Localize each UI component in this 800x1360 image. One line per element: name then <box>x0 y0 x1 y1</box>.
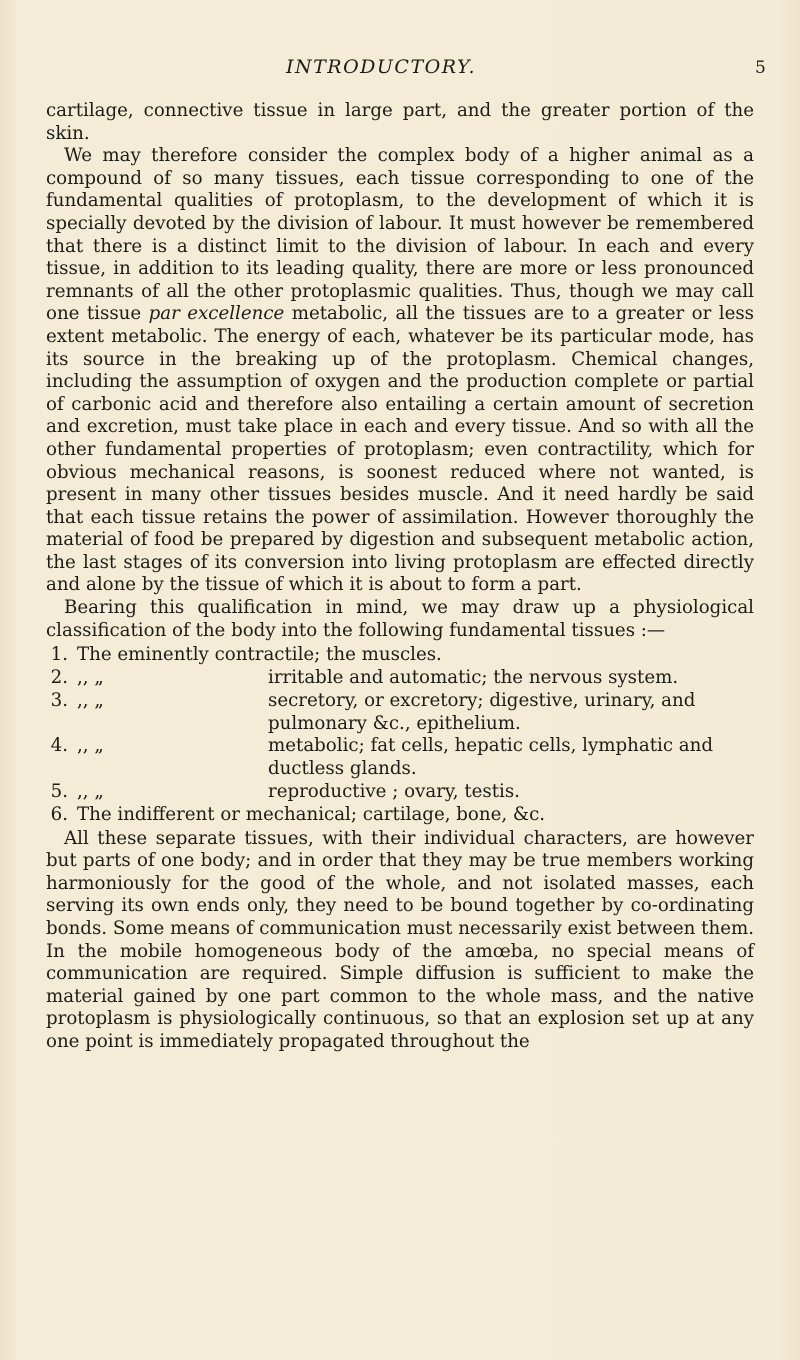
body-text <box>46 100 754 1054</box>
paragraph-classification-intro: Bearing this qualification in mind, we may draw up a physiological classification of the body into the following fundamental tissues :— <box>46 597 754 641</box>
running-head: INTRODUCTORY. <box>286 56 477 78</box>
list-item-text: The indifferent or mechanical; cartilage, bone, &c. <box>77 803 546 825</box>
list-item <box>46 781 754 804</box>
list-item-number: 2. <box>50 667 68 689</box>
list-item-number: 6. <box>50 803 68 825</box>
list-item-text: irritable and automatic; the nervous system. <box>268 667 679 689</box>
list-item-text: The eminently contractile; the muscles. <box>77 644 442 666</box>
tissue-classification-list <box>46 644 754 826</box>
list-item <box>46 667 754 690</box>
list-item-number: 1. <box>50 644 68 666</box>
list-item-text: secretory, or excretory; digestive, urinary, and pulmonary &c., epithelium. <box>268 690 696 734</box>
page-number: 5 <box>755 58 766 78</box>
list-item-text: reproductive ; ovary, testis. <box>268 780 520 802</box>
paragraph-continuation: cartilage, connective tissue in large part, and the greater portion of the skin. <box>46 100 754 144</box>
paragraph-coordination: All these separate tissues, with their individual characters, are however but parts of one body; and in order that they may be true members working harmoniously for the good of the whole, and not isolated masses, each serving its own ends only, they need to be bound together by co-ordinating bonds. Some means of communication must necessarily exist between them. In the mobile homogeneous body of the amœba, no special means of communication are required. Simple diffusion is sufficient to make the material gained by one part common to the whole mass, and the native protoplasm is physiologically continuous, so that an explosion set up at any one point is immediately propagated throughout the <box>46 827 754 1052</box>
list-item-text: metabolic; fat cells, hepatic cells, lymphatic and ductless glands. <box>268 735 713 780</box>
list-item <box>46 804 754 827</box>
page-header <box>0 56 800 86</box>
list-item-number: 3. <box>50 690 68 712</box>
list-item <box>46 644 754 667</box>
list-item <box>46 735 754 780</box>
italic-phrase: par excellence <box>148 303 285 325</box>
paragraph-division-of-labour <box>46 145 754 597</box>
list-item-number: 4. <box>50 735 68 757</box>
ditto-marks: ,, „ <box>77 690 104 712</box>
list-item-number: 5. <box>50 780 68 802</box>
paragraph-text: We may therefore consider the complex body of a higher animal as a compound of so many tissues, each tissue corresponding to one of the fundamental qualities of protoplasm, to the development of which it is specially devoted by the division of labour. It must however be remembered that there is a distinct limit to the division of labour. In each and every tissue, in addition to its leading quality, there are more or less pronounced remnants of all the other protoplasmic qualities. Thus, though we may call one tissue <box>46 145 754 325</box>
list-item <box>46 690 754 735</box>
paragraph-text: metabolic, all the tissues are to a greater or less extent metabolic. The energy of each, whatever be its particular mode, has its source in the breaking up of the protoplasm. Chemical changes, including the assumption of oxygen and the production complete or partial of carbonic acid and therefore also entailing a certain amount of secretion and excretion, must take place in each and every tissue. And so with all the other fundamental properties of protoplasm; even contractility, which for obvious mechanical reasons, is soonest reduced where not wanted, is present in many other tissues besides muscle. And it need hardly be said that each tissue retains the power of assimilation. However thoroughly the material of food be prepared by digestion and subsequent metabolic action, the last stages of its conversion into living protoplasm are effected directly and alone by the tissue of which it is about to form a part. <box>46 303 754 596</box>
ditto-marks: ,, „ <box>77 667 104 689</box>
ditto-marks: ,, „ <box>77 780 104 802</box>
ditto-marks: ,, „ <box>77 735 104 757</box>
